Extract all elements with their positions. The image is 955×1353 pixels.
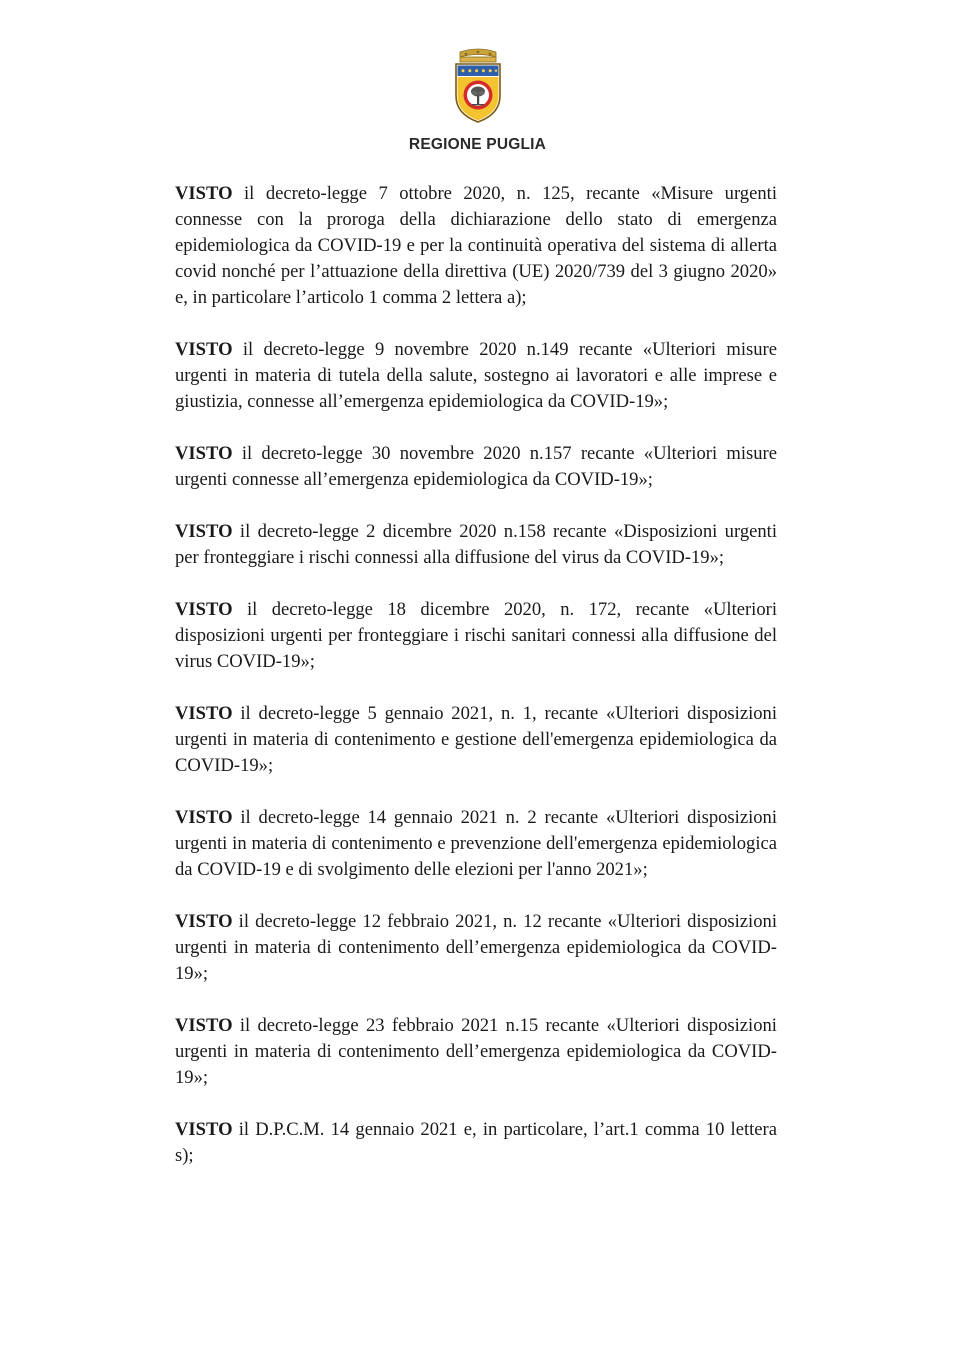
visto-paragraph-2 <box>175 337 777 415</box>
visto-keyword: VISTO <box>175 911 233 932</box>
visto-paragraph-text: il decreto-legge 14 gennaio 2021 n. 2 recante «Ulteriori disposizioni urgenti in materia di contenimento e prevenzione dell'emergenza epidemiologica da COVID-19 e di svolgimento delle elezioni per l'anno 2021»; <box>175 807 777 880</box>
visto-keyword: VISTO <box>175 339 233 360</box>
visto-keyword: VISTO <box>175 521 233 542</box>
visto-keyword: VISTO <box>175 183 233 204</box>
visto-paragraph-text: il decreto-legge 12 febbraio 2021, n. 12 recante «Ulteriori disposizioni urgenti in materia di contenimento dell’emergenza epidemiologica da COVID-19»; <box>175 911 777 984</box>
visto-paragraph-7 <box>175 805 777 883</box>
visto-keyword: VISTO <box>175 443 233 464</box>
visto-paragraph-8 <box>175 909 777 987</box>
visto-paragraph-text: il D.P.C.M. 14 gennaio 2021 e, in particolare, l’art.1 comma 10 lettera s); <box>175 1119 777 1166</box>
visto-keyword: VISTO <box>175 1015 233 1036</box>
regione-puglia-emblem-icon <box>452 48 504 124</box>
visto-paragraph-3 <box>175 441 777 493</box>
visto-paragraph-4 <box>175 519 777 571</box>
visto-keyword: VISTO <box>175 703 233 724</box>
visto-paragraph-text: il decreto-legge 7 ottobre 2020, n. 125, recante «Misure urgenti connesse con la proroga della dichiarazione dello stato di emergenza epidemiologica da COVID-19 e per la continuità operativa del sistema di allerta covid nonché per l’attuazione della direttiva (UE) 2020/739 del 3 giugno 2020» e, in particolare l’articolo 1 comma 2 lettera a); <box>175 183 777 308</box>
visto-keyword: VISTO <box>175 807 233 828</box>
visto-keyword: VISTO <box>175 1119 233 1140</box>
visto-paragraph-text: il decreto-legge 5 gennaio 2021, n. 1, recante «Ulteriori disposizioni urgenti in materia di contenimento e gestione dell'emergenza epidemiologica da COVID-19»; <box>175 703 777 776</box>
visto-paragraph-1 <box>175 181 777 311</box>
visto-paragraph-text: il decreto-legge 23 febbraio 2021 n.15 recante «Ulteriori disposizioni urgenti in materia di contenimento dell’emergenza epidemiologica da COVID-19»; <box>175 1015 777 1088</box>
visto-keyword: VISTO <box>175 599 233 620</box>
visto-paragraph-text: il decreto-legge 18 dicembre 2020, n. 172, recante «Ulteriori disposizioni urgenti per fronteggiare i rischi sanitari connessi alla diffusione del virus COVID-19»; <box>175 599 777 672</box>
document-body <box>175 181 777 1195</box>
visto-paragraph-5 <box>175 597 777 675</box>
visto-paragraph-6 <box>175 701 777 779</box>
visto-paragraph-9 <box>175 1013 777 1091</box>
region-name: REGIONE PUGLIA <box>408 136 547 153</box>
document-header <box>0 48 955 154</box>
visto-paragraph-text: il decreto-legge 9 novembre 2020 n.149 recante «Ulteriori misure urgenti in materia di tutela della salute, sostegno ai lavoratori e alle imprese e giustizia, connesse all’emergenza epidemiologica da COVID-19»; <box>175 339 778 412</box>
visto-paragraph-text: il decreto-legge 30 novembre 2020 n.157 recante «Ulteriori misure urgenti connesse all’emergenza epidemiologica da COVID-19»; <box>175 443 777 490</box>
visto-paragraph-10 <box>175 1117 777 1169</box>
visto-paragraph-text: il decreto-legge 2 dicembre 2020 n.158 recante «Disposizioni urgenti per fronteggiare i rischi connessi alla diffusione del virus da COVID-19»; <box>175 521 777 568</box>
